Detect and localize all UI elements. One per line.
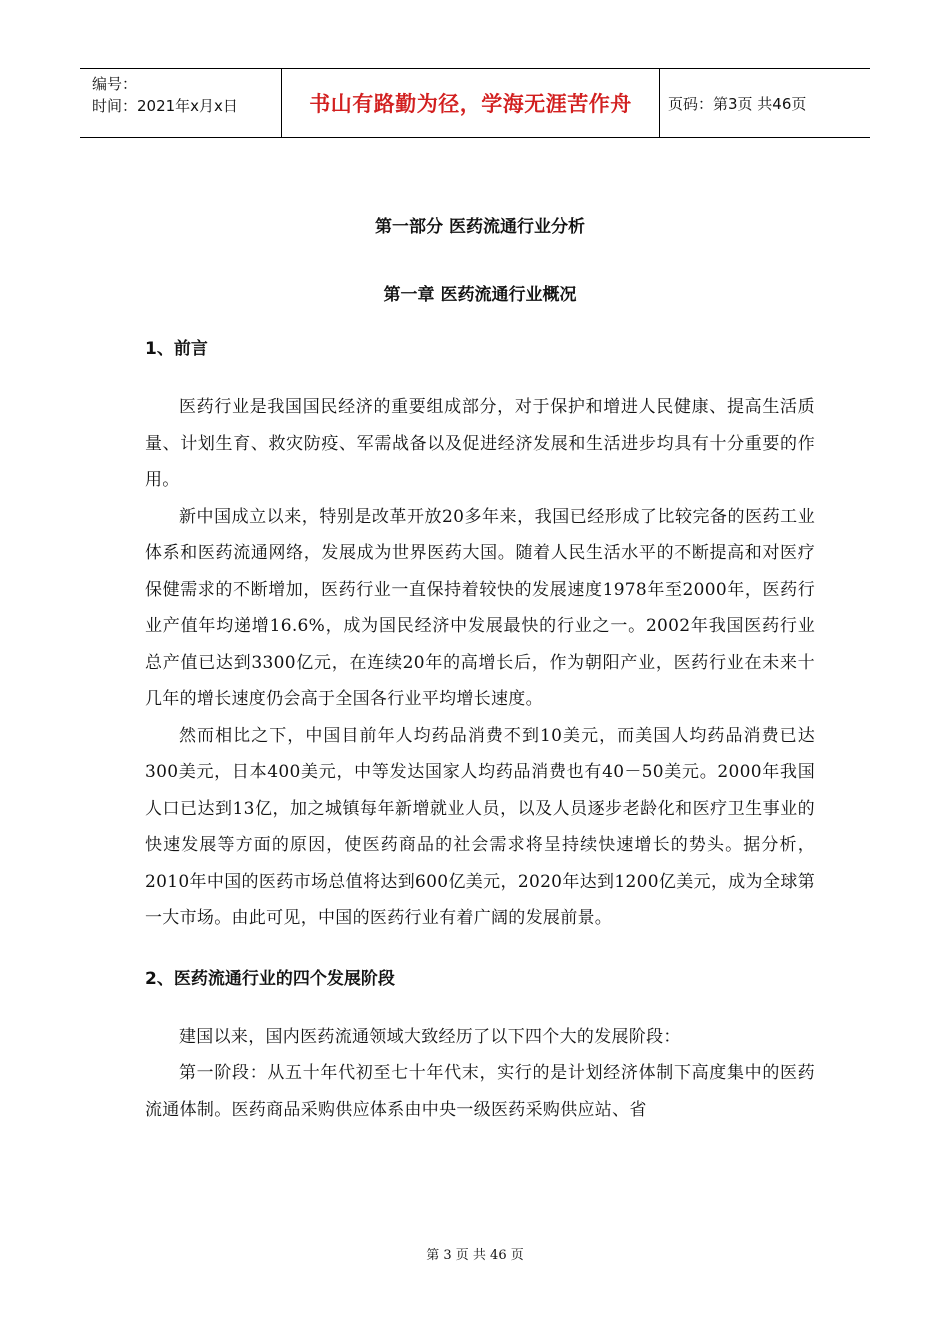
part-title: 第一部分 医药流通行业分析: [375, 217, 585, 237]
section-title-stages: 2、医药流通行业的四个发展阶段: [145, 968, 395, 989]
header-page-info: 页码：第3页 共46页: [668, 94, 807, 113]
document-header: [80, 68, 870, 138]
section-title-preface: 1、前言: [145, 339, 208, 359]
paragraph: 然而相比之下，中国目前年人均药品消费不到10美元，而美国人均药品消费已达300美元，日本400美元，中等发达国家人均药品消费也有40－50美元。2000年我国人口已达到13亿，加之城镇每年新增就业人员，以及人员逐步老龄化和医疗卫生事业的快速发展等方面的原因，使医药商品的社会需求将呈持续快速增长的势头。据分析，2010年中国的医药市场总值将达到600亿美元，2020年达到1200亿美元，成为全球第一大市场。由此可见，中国的医药行业有着广阔的发展前景。: [145, 725, 815, 928]
paragraph: 新中国成立以来，特别是改革开放20多年来，我国已经形成了比较完备的医药工业体系和医药流通网络，发展成为世界医药大国。随着人民生活水平的不断提高和对医疗保健需求的不断增加，医药行业一直保持着较快的发展速度1978年至2000年，医药行业产值年均递增16.6%，成为国民经济中发展最快的行业之一。2002年我国医药行业总产值已达到3300亿元，在连续20年的高增长后，作为朝阳产业，医药行业在未来十几年的增长速度仍会高于全国各行业平均增长速度。: [145, 506, 815, 709]
paragraph: 建国以来，国内医药流通领域大致经历了以下四个大的发展阶段：: [179, 1026, 681, 1047]
page-footer: 第 3 页 共 46 页: [426, 1248, 524, 1263]
document-body: [145, 215, 815, 1128]
chapter-title: 第一章 医药流通行业概况: [383, 285, 577, 305]
paragraph: 第一阶段：从五十年代初至七十年代末，实行的是计划经济体制下高度集中的医药流通体制。医药商品采购供应体系由中央一级医药采购供应站、省: [145, 1063, 815, 1120]
paragraph: 医药行业是我国国民经济的重要组成部分，对于保护和增进人民健康、提高生活质量、计划生育、救灾防疫、军需战备以及促进经济发展和生活进步均具有十分重要的作用。: [145, 397, 815, 490]
document-number-label: 编号：: [92, 75, 138, 93]
header-meta-cell: [80, 69, 282, 137]
header-motto: 书山有路勤为径，学海无涯苦作舟: [282, 69, 660, 137]
document-date-label: 时间：2021年x月x日: [92, 97, 238, 115]
